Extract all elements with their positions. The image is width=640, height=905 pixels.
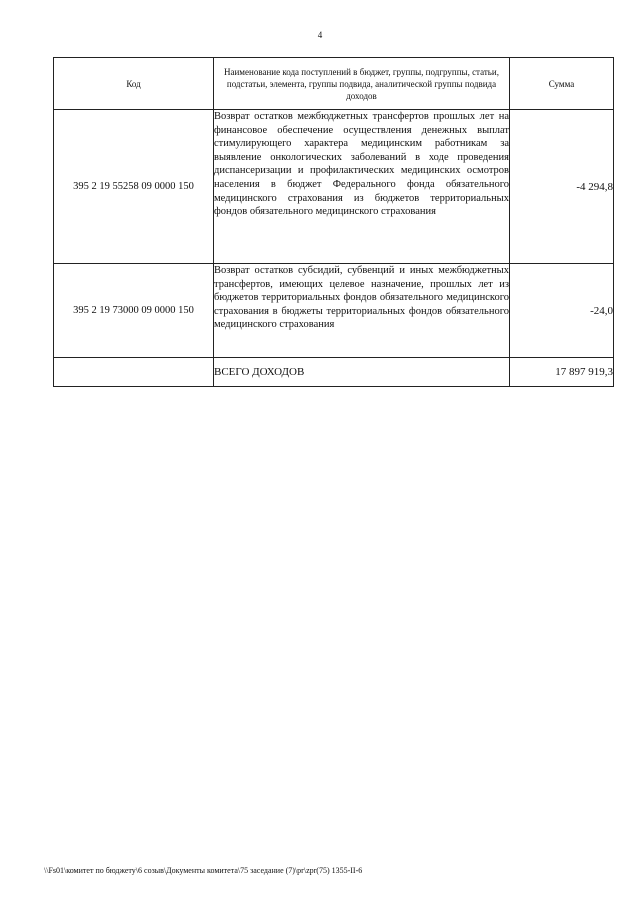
row-code: 395 2 19 55258 09 0000 150 [54,110,214,264]
table-row [54,264,614,358]
total-empty-cell [54,358,214,387]
row-name: Возврат остатков субсидий, субвенций и иных межбюджетных трансфертов, имеющих целевое назначение, прошлых лет из бюджетов территориальных фондов обязательного медицинского страхования в бюджеты территориальных фондов обязательного медицинского страхования [214,264,510,358]
total-label: ВСЕГО ДОХОДОВ [214,358,510,387]
row-name: Возврат остатков межбюджетных трансфертов прошлых лет на финансовое обеспечение осуществления денежных выплат стимулирующего характера медицинским работникам за выявление онкологических заболеваний в ходе проведения диспансеризации и профилактических медицинских осмотров населения в бюджет Федерального фонда обязательного медицинского страхования из бюджетов территориальных фондов обязательного медицинского страхования [214,110,510,264]
row-sum: -24,0 [510,264,614,358]
footer-file-path: \\Fs01\комитет по бюджету\6 созыв\Документы комитета\75 заседание (7)\pr\zpr(75) 1355-II-6 [44,866,363,875]
row-sum: -4 294,8 [510,110,614,264]
table-row [54,110,614,264]
header-name: Наименование кода поступлений в бюджет, группы, подгруппы, статьи, подстатьи, элемента, группы подвида, аналитической группы подвида доходов [214,58,510,110]
total-sum: 17 897 919,3 [510,358,614,387]
header-sum: Сумма [510,58,614,110]
header-code: Код [54,58,214,110]
total-row [54,358,614,387]
revenue-table [53,57,614,387]
table-header-row [54,58,614,110]
page-number: 4 [317,30,323,40]
row-code: 395 2 19 73000 09 0000 150 [54,264,214,358]
